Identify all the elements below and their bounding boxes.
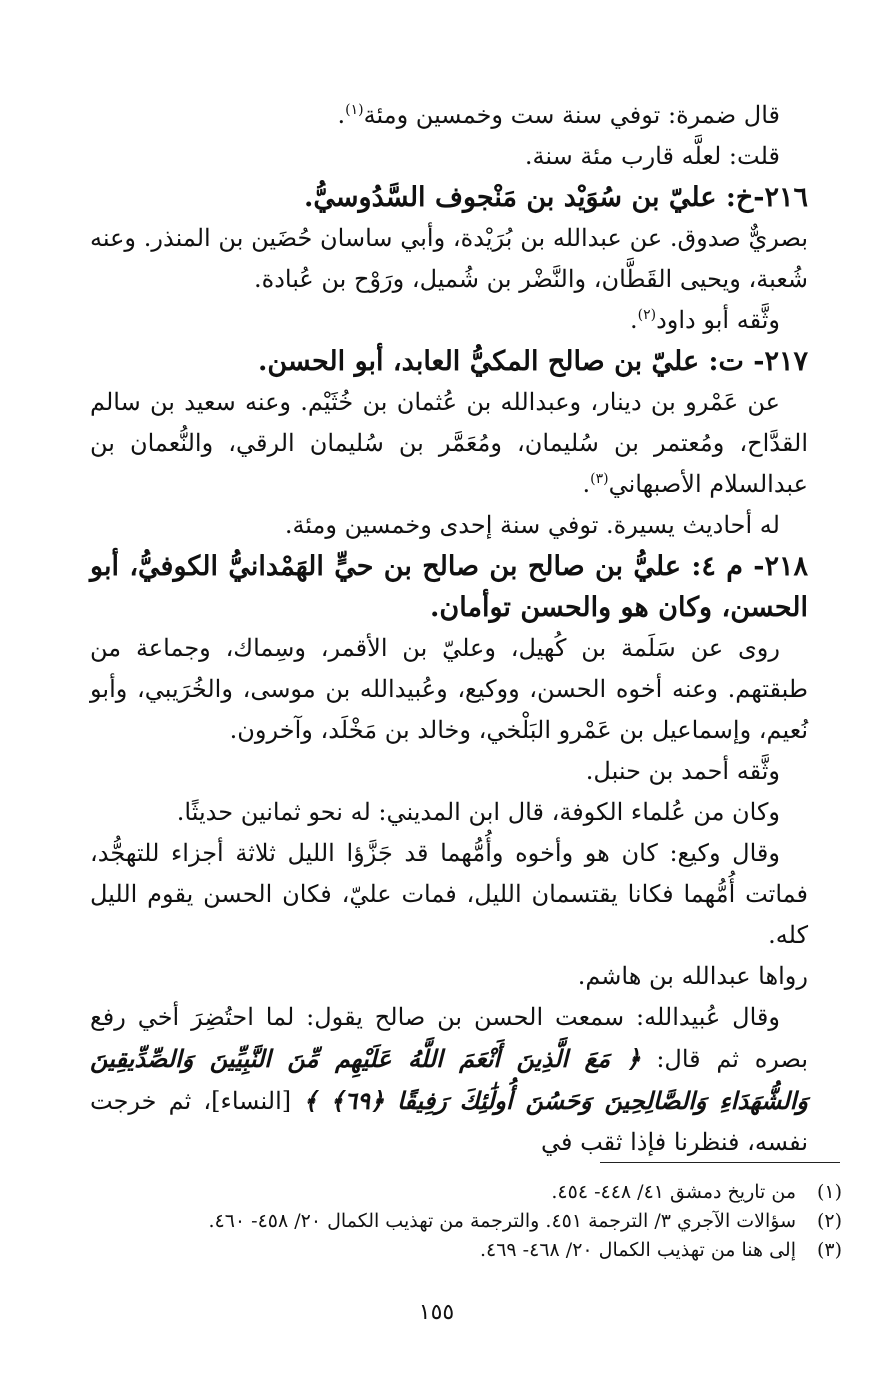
footnote-mark: (٣) bbox=[816, 1239, 842, 1261]
paragraph-text: وكان من عُلماء الكوفة، قال ابن المديني: له نحو ثمانين حديثًا. bbox=[176, 798, 780, 826]
entry-heading: ٢١٦-خ: عليّ بن سُوَيْد بن مَنْجوف السَّدُوسيُّ. bbox=[304, 182, 808, 213]
paragraph-text: له أحاديث يسيرة. توفي سنة إحدى وخمسين ومئة. bbox=[284, 511, 780, 539]
page-number: ١٥٥ bbox=[418, 1300, 455, 1325]
footnote bbox=[90, 1236, 842, 1265]
paragraph-text: بصريٌّ صدوق. عن عبدالله بن بُرَيْدة، وأبي ساسان حُضَين بن المنذر. وعنه شُعبة، ويحيى القَطَّان، والنَّضْر بن شُميل، ورَوْح بن عُبادة. bbox=[90, 224, 808, 293]
paragraph-text: قال ضمرة: توفي سنة ست وخمسين ومئة bbox=[363, 101, 780, 129]
paragraph-text: رواها عبدالله بن هاشم. bbox=[577, 962, 808, 990]
paragraph bbox=[90, 956, 808, 997]
footnote-mark: (٢) bbox=[816, 1210, 842, 1232]
footnote-reference[interactable]: (٢) bbox=[637, 307, 657, 323]
footnote-text: إلى هنا من تهذيب الكمال ٢٠/ ٤٦٨- ٤٦٩. bbox=[479, 1239, 796, 1261]
paragraph bbox=[90, 505, 808, 546]
quran-verse: ﴿ مَعَ الَّذِينَ أَنْعَمَ اللَّهُ عَلَيْهِم مِّنَ النَّبِيِّينَ وَالصِّدِّيقِينَ وَالشُّهَدَاءِ وَالصَّالِحِينَ وَحَسُنَ أُولَٰئِكَ رَفِيقًا ﴿٦٩﴾ ﴾ bbox=[90, 1044, 808, 1115]
entry-heading: ٢١٧- ت: عليّ بن صالح المكيُّ العابد، أبو الحسن. bbox=[257, 346, 808, 377]
paragraph bbox=[90, 300, 808, 341]
footnote-mark: (١) bbox=[816, 1181, 842, 1203]
paragraph bbox=[90, 382, 808, 505]
footnote bbox=[90, 1178, 842, 1207]
paragraph-text: وثَّقه أحمد بن حنبل. bbox=[585, 757, 780, 785]
entry-heading: ٢١٨- م ٤: عليُّ بن صالح بن صالح بن حيٍّ الهَمْدانيُّ الكوفيُّ، أبو الحسن، وكان هو والحسن توأمان. bbox=[90, 551, 808, 623]
footnote-reference[interactable]: (١) bbox=[345, 102, 364, 118]
punctuation: . bbox=[629, 306, 638, 334]
paragraph bbox=[90, 218, 808, 300]
paragraph bbox=[90, 95, 808, 136]
paragraph bbox=[90, 751, 808, 792]
paragraph bbox=[90, 628, 808, 751]
paragraph-text: وقال وكيع: كان هو وأخوه وأُمُّهما قد جَزَّؤا الليل ثلاثة أجزاء للتهجُّد، فماتت أُمُّهما فكانا يقتسمان الليل، فمات عليّ، فكان الحسن يقوم الليل كله. bbox=[90, 839, 808, 949]
paragraph bbox=[90, 136, 808, 177]
paragraph-text: وقال عُبيدالله: سمعت الحسن بن صالح يقول: لما احتُضِرَ أخي رفع بصره ثم قال: bbox=[90, 1003, 808, 1073]
paragraph-text: عن عَمْرو بن دينار، وعبدالله بن عُثمان بن خُثَيْم. وعنه سعيد بن سالم القدَّاح، ومُعتمر بن سُليمان، ومُعَمَّر بن سُليمان الرقي، والنُّعمان بن عبدالسلام الأصبهاني bbox=[90, 388, 808, 498]
footnotes bbox=[90, 1178, 842, 1265]
paragraph-text: روى عن سَلَمة بن كُهيل، وعليّ بن الأقمر، وسِماك، وجماعة من طبقتهم. وعنه أخوه الحسن، ووكيع، وعُبيدالله بن موسى، والخُرَيبي، وأبو نُعيم، وإسماعيل بن عَمْرو البَلْخي، وخالد بن مَخْلَد، وآخرون. bbox=[90, 634, 808, 744]
paragraph bbox=[90, 792, 808, 833]
paragraph-text: [النساء]، ثم خرجت نفسه، فنظرنا فإذا ثقب في bbox=[90, 1087, 808, 1156]
paragraph-text: وثَّقه أبو داود bbox=[656, 306, 780, 334]
footnote-reference[interactable]: (٣) bbox=[590, 471, 609, 487]
main-text bbox=[90, 95, 808, 1163]
footnote-divider bbox=[600, 1162, 840, 1163]
footnote-text: سؤالات الآجري ٣/ الترجمة ٤٥١. والترجمة من تهذيب الكمال ٢٠/ ٤٥٨- ٤٦٠. bbox=[208, 1210, 796, 1232]
punctuation: . bbox=[337, 101, 346, 129]
footnote-text: من تاريخ دمشق ٤١/ ٤٤٨- ٤٥٤. bbox=[551, 1181, 796, 1203]
footnote bbox=[90, 1207, 842, 1236]
paragraph bbox=[90, 997, 808, 1163]
paragraph-text: قلت: لعلَّه قارب مئة سنة. bbox=[524, 142, 780, 170]
punctuation: . bbox=[582, 470, 591, 498]
paragraph bbox=[90, 833, 808, 956]
